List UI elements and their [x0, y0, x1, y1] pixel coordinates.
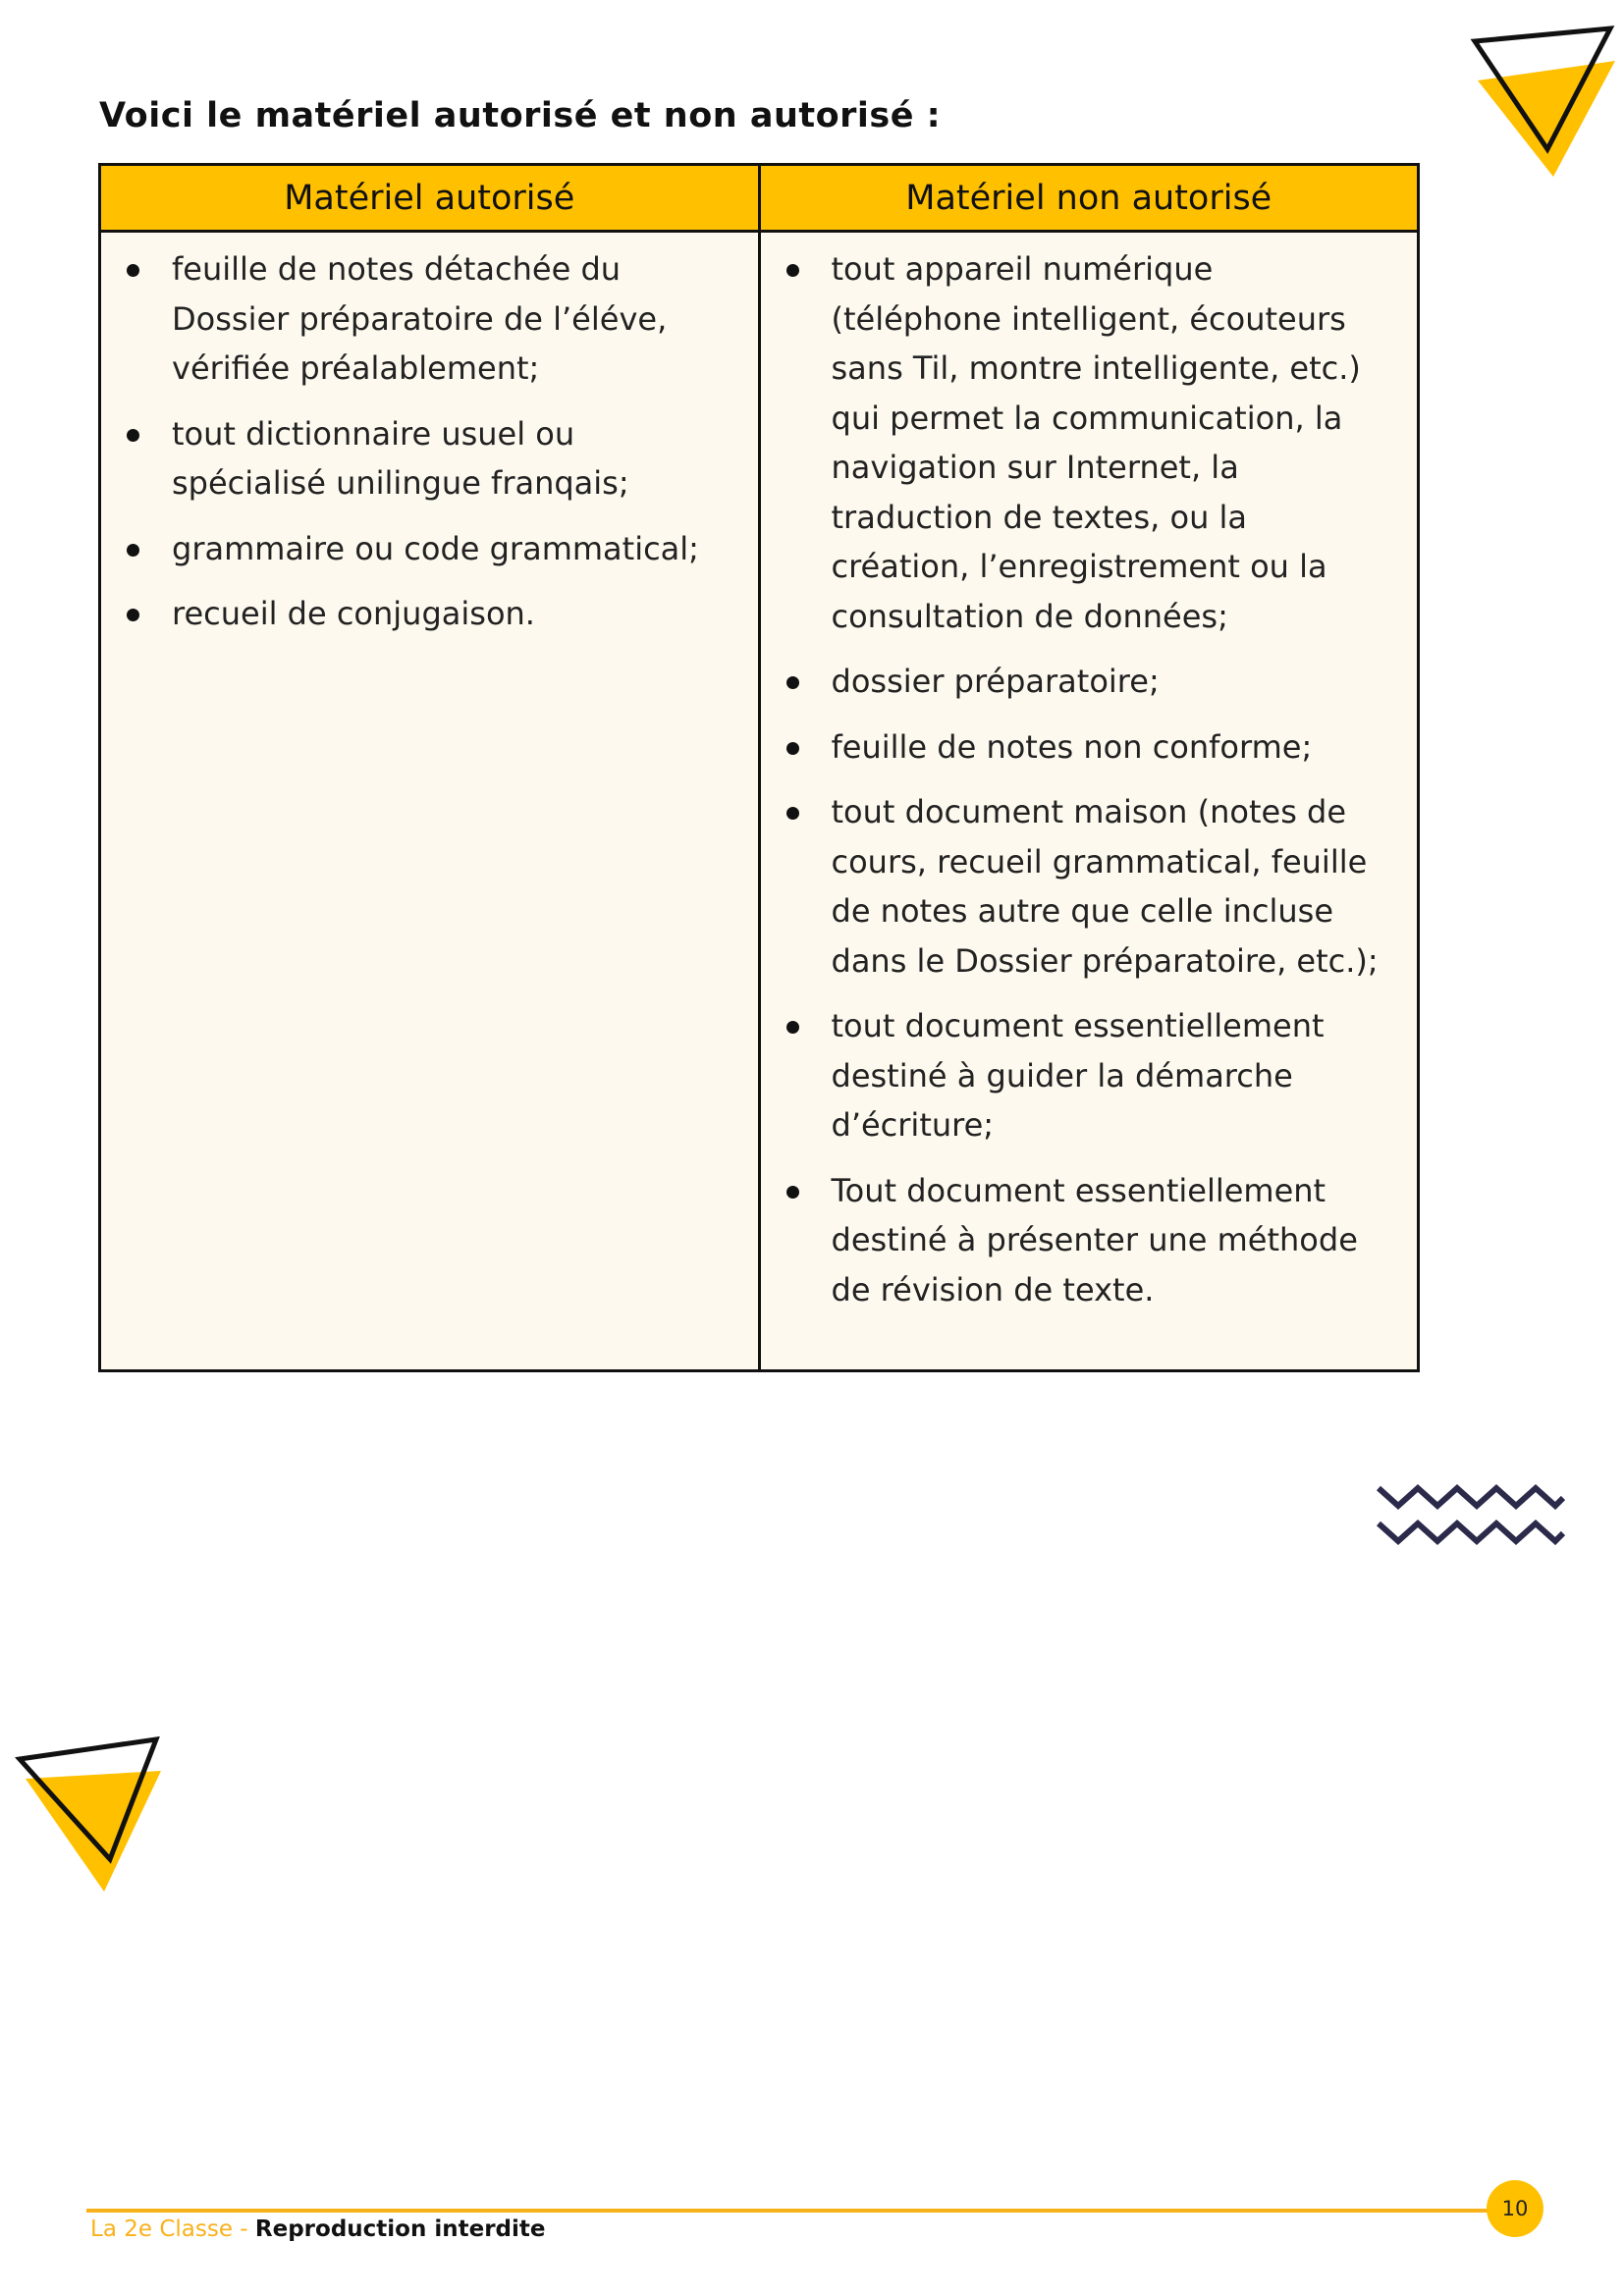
column-header-forbidden: Matériel non autorisé — [759, 165, 1419, 232]
bullet-icon — [127, 429, 139, 442]
allowed-list — [121, 244, 729, 639]
forbidden-item: feuille de notes non conforme; — [781, 722, 1388, 773]
allowed-item: tout dictionnaire usuel ou spécialisé unilingue franqais; — [121, 409, 729, 508]
column-header-allowed: Matériel autorisé — [100, 165, 760, 232]
footer-notice: Reproduction interdite — [254, 2216, 546, 2242]
bullet-icon — [786, 676, 799, 689]
bullet-icon — [127, 609, 139, 621]
forbidden-item: tout appareil numérique (téléphone intelligent, écouteurs sans Til, montre intelligente, etc.) qui permet la communication, la navigation sur Internet, la traduction de textes, ou la création, l’enregistrement ou la consultation de données; — [781, 244, 1388, 641]
decorative-zigzag — [1375, 1470, 1567, 1553]
allowed-item: recueil de conjugaison. — [121, 589, 729, 639]
forbidden-list — [781, 244, 1388, 1314]
forbidden-item: tout document maison (notes de cours, recueil grammatical, feuille de notes autre que celle incluse dans le Dossier préparatoire, etc.); — [781, 787, 1388, 986]
material-table — [98, 163, 1420, 1372]
footer-brand: La 2e Classe — [90, 2216, 233, 2242]
bullet-icon — [786, 264, 799, 277]
bullet-icon — [786, 1021, 799, 1034]
allowed-item: feuille de notes détachée du Dossier préparatoire de l’éléve, vérifiée préalablement; — [121, 244, 729, 394]
allowed-item: grammaire ou code grammatical; — [121, 524, 729, 574]
decorative-triangle-top-right — [1463, 22, 1620, 184]
bullet-icon — [127, 544, 139, 557]
footer-rule — [86, 2209, 1500, 2213]
bullet-icon — [786, 1186, 799, 1199]
bullet-icon — [127, 264, 139, 277]
forbidden-item: tout document essentiellement destiné à guider la démarche d’écriture; — [781, 1001, 1388, 1150]
forbidden-item: dossier préparatoire; — [781, 657, 1388, 707]
bullet-icon — [786, 742, 799, 755]
page-number-badge: 10 — [1487, 2180, 1543, 2237]
footer-text — [90, 2216, 546, 2242]
bullet-icon — [786, 807, 799, 820]
forbidden-item: Tout document essentiellement destiné à présenter une méthode de révision de texte. — [781, 1166, 1388, 1315]
allowed-cell — [100, 232, 760, 1371]
footer-separator: - — [232, 2216, 255, 2242]
forbidden-cell — [759, 232, 1419, 1371]
decorative-triangle-bottom-left — [14, 1730, 171, 1896]
page-heading: Voici le matériel autorisé et non autorisé : — [99, 96, 942, 135]
